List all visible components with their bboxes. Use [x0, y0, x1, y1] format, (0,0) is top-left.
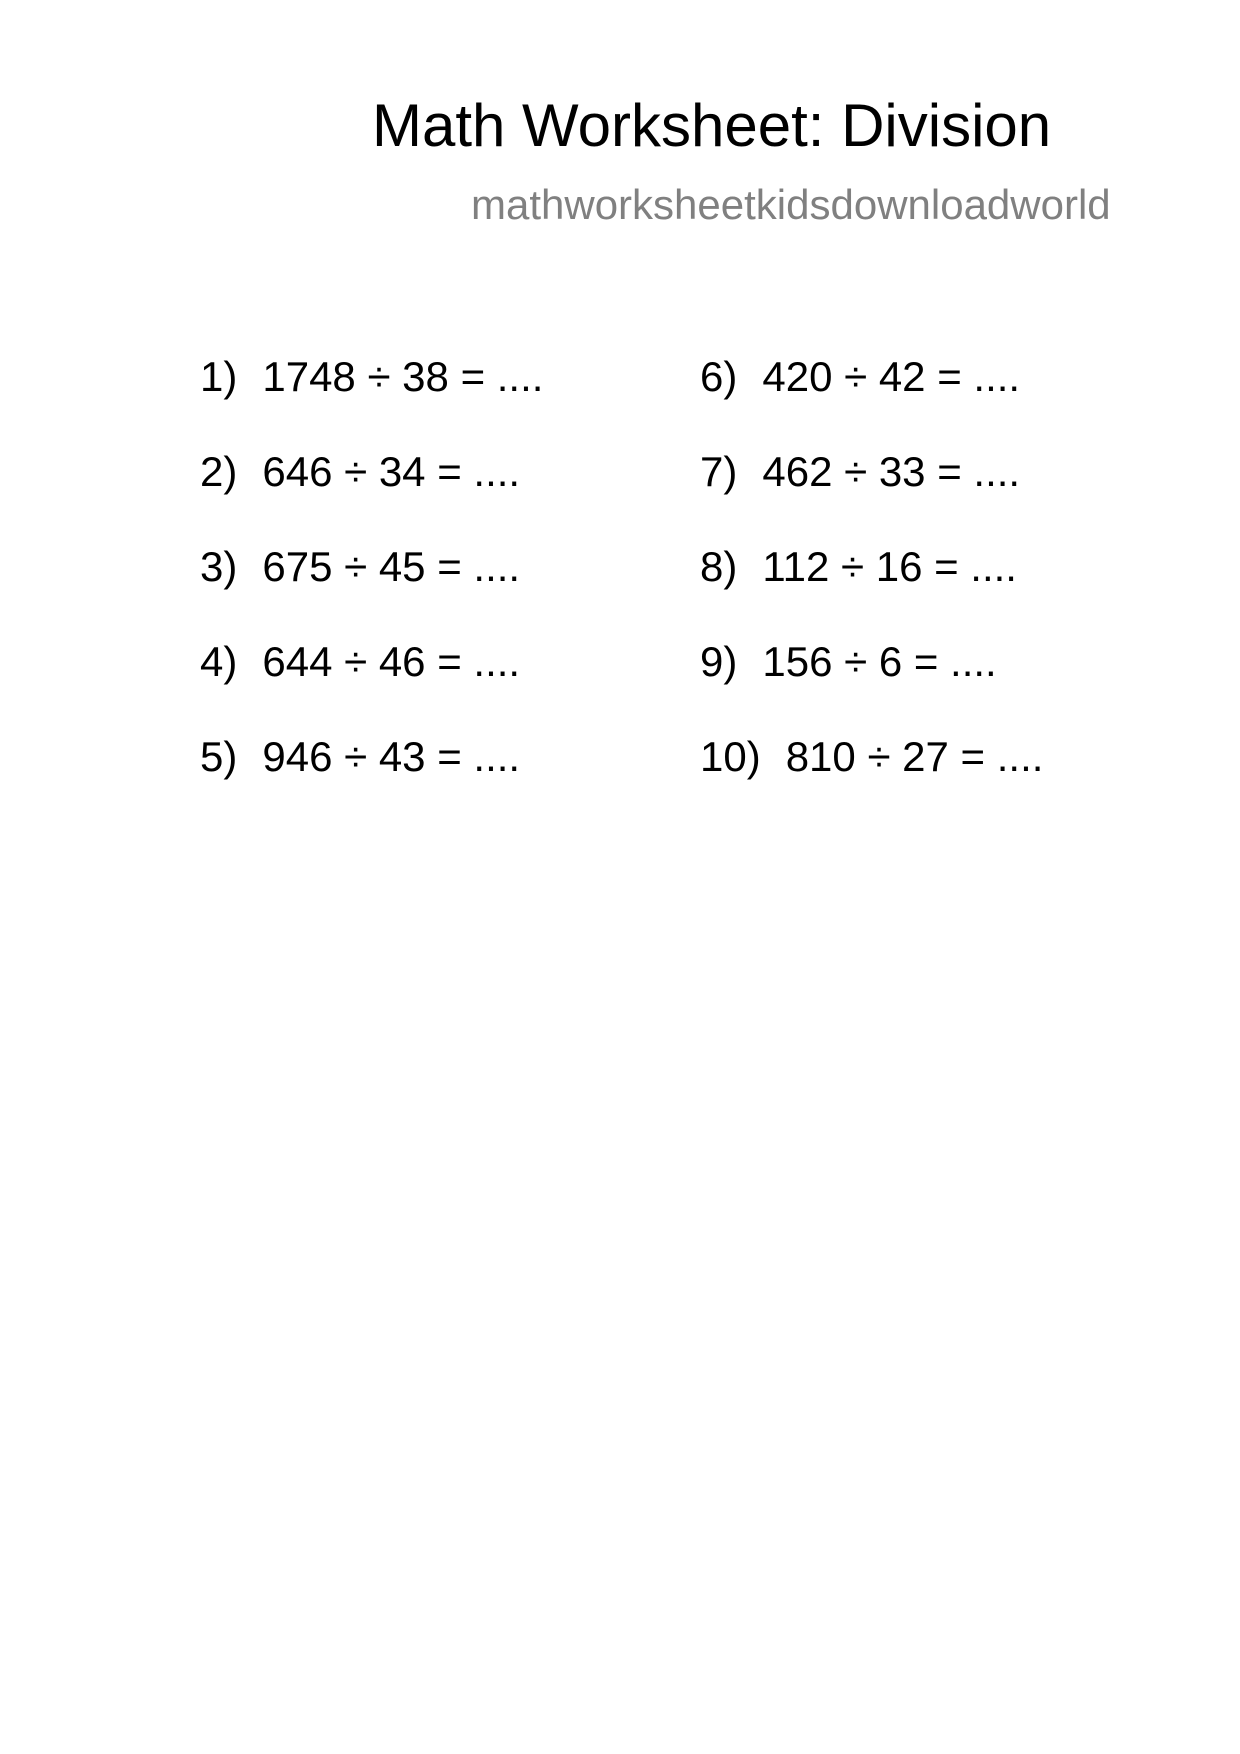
worksheet-title: Math Worksheet: Division	[372, 92, 1052, 159]
problem-number: 4)	[200, 638, 238, 685]
problem-expression: 462 ÷ 33 = ....	[762, 448, 1021, 495]
problem-item	[200, 448, 521, 495]
problem-expression: 1748 ÷ 38 = ....	[262, 353, 544, 400]
problem-expression: 810 ÷ 27 = ....	[785, 733, 1044, 780]
problem-number: 2)	[200, 448, 238, 495]
problem-number: 5)	[200, 733, 238, 780]
problem-expression: 420 ÷ 42 = ....	[762, 353, 1021, 400]
problem-item	[700, 638, 997, 685]
problem-number: 6)	[700, 353, 738, 400]
problem-item	[700, 733, 1044, 780]
problem-item	[200, 543, 521, 590]
problem-expression: 646 ÷ 34 = ....	[262, 448, 521, 495]
problem-expression: 112 ÷ 16 = ....	[762, 543, 1017, 590]
problem-item	[700, 448, 1021, 495]
problem-item	[700, 543, 1017, 590]
problem-item	[200, 353, 544, 400]
problem-item	[200, 638, 521, 685]
problem-item	[200, 733, 521, 780]
worksheet-subtitle: mathworksheetkidsdownloadworld	[471, 181, 1111, 228]
problem-number: 3)	[200, 543, 238, 590]
problem-number: 9)	[700, 638, 738, 685]
problem-expression: 156 ÷ 6 = ....	[762, 638, 997, 685]
problem-expression: 675 ÷ 45 = ....	[262, 543, 521, 590]
problem-number: 1)	[200, 353, 238, 400]
problem-number: 8)	[700, 543, 738, 590]
problem-number: 7)	[700, 448, 738, 495]
problem-expression: 644 ÷ 46 = ....	[262, 638, 521, 685]
problem-item	[700, 353, 1021, 400]
problem-number: 10)	[700, 733, 761, 780]
problem-expression: 946 ÷ 43 = ....	[262, 733, 521, 780]
